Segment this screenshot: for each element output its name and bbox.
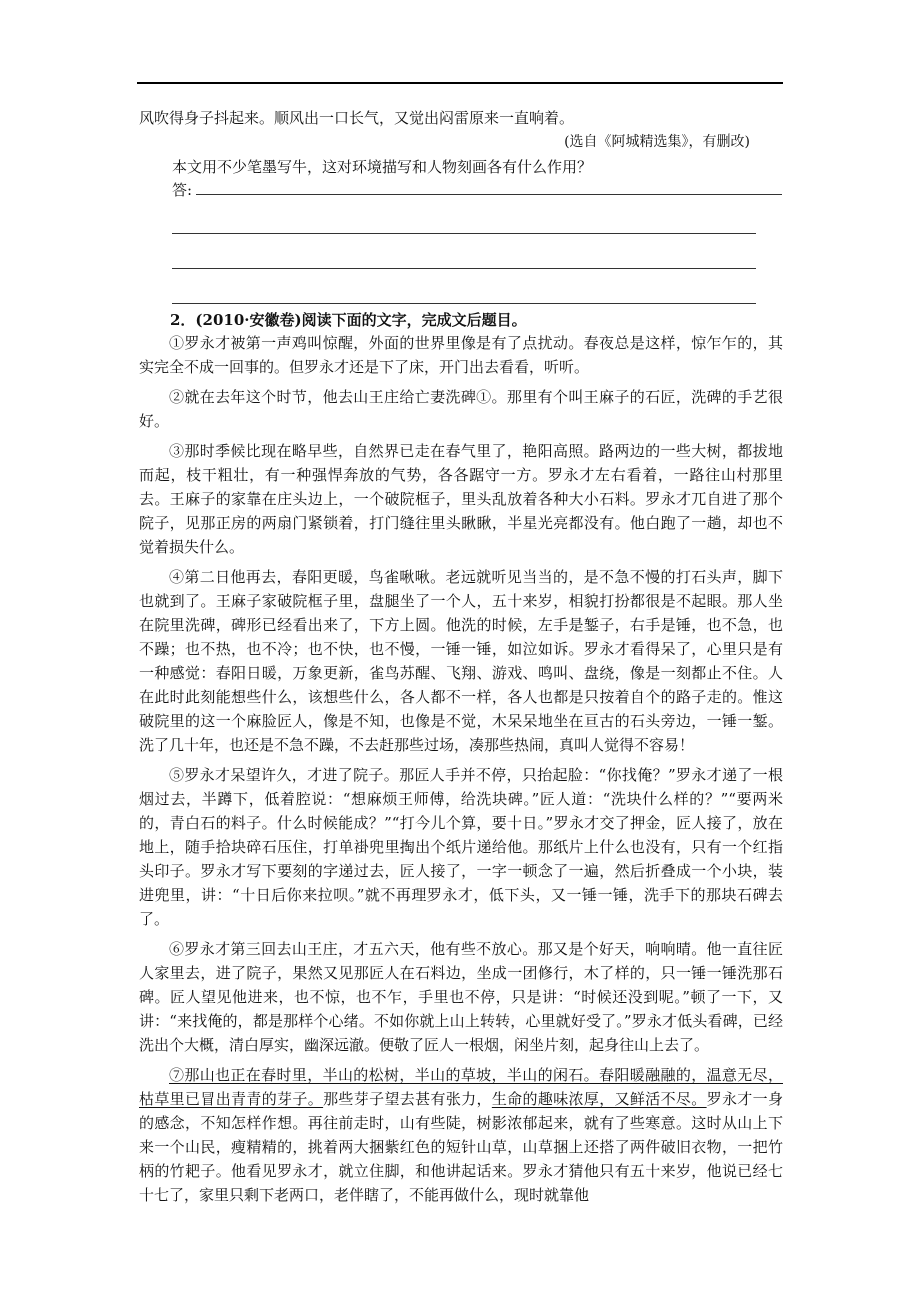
paragraph-text: 那些芽子望去甚有张力，	[323, 1090, 492, 1108]
source-credit: (选自《阿城精选集》，有删改)	[564, 134, 750, 150]
paragraph: ⑥罗永才第三回去山王庄，才五六天，他有些不放心。那又是个好天，响响晴。他一直往匠人家里去，进了院子，果然又见那匠人在石料边，坐成一团修行，木了样的，只一锤一锤洗那石碑。匠人望见他进来，也不惊，也不乍，手里也不停，只是讲：“时候还没到呢。”顿了一下，又讲：“来找俺的，都是那样个心绪。不如你就上山上转转，心里就好受了。”罗永才低头看碑，已经洗出个大概，清白厚实，幽深远澈。便敬了匠人一根烟，闲坐片刻，起身往山上去了。	[139, 940, 783, 1054]
intro-text: 风吹得身子抖起来。顺风出一口长气，又觉出闷雷原来一直响着。	[139, 109, 575, 127]
intro-line	[139, 106, 783, 130]
passage	[139, 331, 783, 1207]
underlined-sentence: ⑦那山也正在春时里，半山的松树，半山的草坡，半山的闲石。春阳暖融融的，温意无尽，枯草里已冒出青青的芽子。	[139, 1066, 783, 1108]
answer-label: 答:	[172, 181, 193, 199]
header-rule	[137, 82, 783, 84]
question-heading: 2．(2010·安徽卷)阅读下面的文字，完成文后题目。	[170, 311, 527, 329]
question-prompt: 本文用不少笔墨写牛，这对环境描写和人物刻画各有什么作用？	[172, 158, 593, 176]
paragraph: ②就在去年这个时节，他去山王庄给亡妻洗碑①。那里有个叫王麻子的石匠，洗碑的手艺很好。	[139, 388, 783, 430]
paragraph: ④第二日他再去，春阳更暖，鸟雀啾啾。老远就听见当当的，是不急不慢的打石头声，脚下也就到了。王麻子家破院框子里，盘腿坐了一个人，五十来岁，相貌打扮都很是不起眼。那人坐在院里洗碑，碑形已经看出来了，下方上圆。他洗的时候，左手是錾子，右手是锤，也不急，也不躁；也不热，也不冷；也不快，也不慢，一锤一锤，如泣如诉。罗永才看得呆了，心里只是有一种感觉：春阳日暖，万象更新，雀鸟苏醒、飞翔、游戏、鸣叫、盘绕，像是一刻都止不住。人在此时此刻能想些什么，该想些什么，各人都不一样，各人也都是只按着自个的路子走的。惟这破院里的这一个麻脸匠人，像是不知，也像是不觉，木呆呆地坐在亘古的石头旁边，一锤一錾。洗了几十年，也还是不急不躁，不去赶那些过场，凑那些热闹，真叫人觉得不容易！	[139, 568, 783, 754]
paragraph: ①罗永才被第一声鸡叫惊醒，外面的世界里像是有了点扰动。春夜总是这样，惊乍乍的，其实完全不成一回事的。但罗永才还是下了床，开门出去看看，听听。	[139, 334, 783, 376]
paragraph: ⑤罗永才呆望许久，才进了院子。那匠人手并不停，只抬起脸：“你找俺？”罗永才递了一根烟过去，半蹲下，低着腔说：“想麻烦王师傅，给洗块碑。”匠人道：“洗块什么样的？”“要两米的，青白石的料子。什么时候能成？”“打今儿个算，要十日。”罗永才交了押金，匠人接了，放在地上，随手拾块碎石压住，打单褂兜里掏出个纸片递给他。那纸片上什么也没有，只有一个红指头印子。罗永才写下要刻的字递过去，匠人接了，一字一顿念了一遍，然后折叠成一个小块，装进兜里，讲：“十日后你来拉呗。”就不再理罗永才，低下头，又一锤一锤，洗手下的那块石碑去了。	[139, 766, 783, 928]
answer-line[interactable]	[172, 233, 756, 234]
answer-line[interactable]	[172, 303, 756, 304]
underlined-sentence: 生命的趣味浓厚，又鲜活不尽。	[491, 1090, 707, 1108]
paragraph-text: 罗永才一身的感念，不知怎样作想。再往前走时，山有些陡，树影浓郁起来，就有了些寒意。这时从山上下来一个山民，瘦精精的，挑着两大捆紫红色的短针山草，山草捆上还搭了两件破旧衣物，一把竹柄的竹耙子。他看见罗永才，就立住脚，和他讲起话来。罗永才猜他只有五十来岁，他说已经七十七了，家里只剩下老两口，老伴瞎了，不能再做什么，现时就靠他	[139, 1090, 783, 1204]
answer-line[interactable]	[172, 268, 756, 269]
paragraph: ③那时季候比现在略早些，自然界已走在春气里了，艳阳高照。路两边的一些大树，都拔地而起，枝干粗壮，有一种强悍奔放的气势，各各踞守一方。罗永才左右看着，一路往山村那里去。王麻子的家靠在庄头边上，一个破院框子，里头乱放着各种大小石料。罗永才兀自进了那个院子，见那正房的两扇门紧锁着，打门缝往里头瞅瞅，半星光亮都没有。他白跑了一趟，却也不觉着损失什么。	[139, 442, 783, 556]
answer-line[interactable]	[196, 194, 782, 195]
paragraph-7	[139, 1063, 783, 1207]
